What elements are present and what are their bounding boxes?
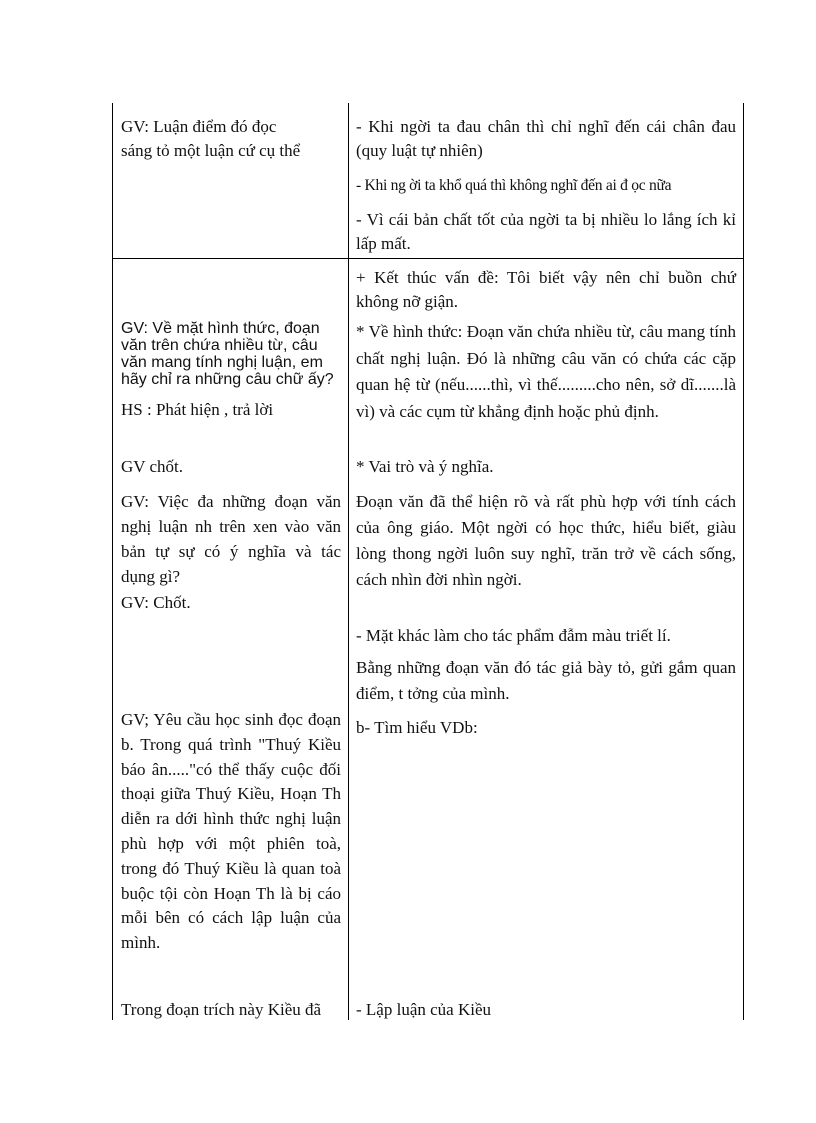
row2-left-gv-chot-2: GV: Chốt. xyxy=(121,593,191,612)
row1-left-line2: sáng tỏ một luận cứ cụ thể xyxy=(121,141,301,160)
row-divider-1 xyxy=(112,258,744,259)
row2-right-philosophy: - Mặt khác làm cho tác phẩm đẫm màu triết lí. xyxy=(356,626,671,645)
row2-right-conclusion: + Kết thúc vấn đề: Tôi biết vậy nên chỉ buồn chứ không nỡ giận. xyxy=(356,268,736,311)
row2-right-role-heading: * Vai trò và ý nghĩa. xyxy=(356,457,494,476)
row2-left-gv-chot: GV chốt. xyxy=(121,457,184,476)
row2-left-question-role: GV: Việc đa những đoạn văn nghị luận nh trên xen vào văn bản tự sự có ý nghĩa và tác dụng gì? xyxy=(121,492,341,586)
row2-left-question-form: GV: Về mặt hình thức, đoạn văn trên chứa nhiều từ, câu văn mang tính nghị luận, em hãy chỉ ra những câu chữ ấy? xyxy=(121,320,334,388)
row2-right-form: * Về hình thức: Đoạn văn chứa nhiều từ, câu mang tính chất nghị luận. Đó là những câu văn có chứa các cặp quan hệ từ (nếu......thì, vì thế.........cho nên, sở dĩ.......là vì) và các cụm từ khẳng định hoặc phủ định. xyxy=(356,322,736,421)
row1-right-para-c: - Vì cái bản chất tốt của ngời ta bị nhiều lo lắng ích kỉ lấp mất. xyxy=(356,210,736,253)
row2-right-role-body: Đoạn văn đã thể hiện rõ và rất phù hợp với tính cách của ông giáo. Một ngời có học thức, hiểu biết, giàu lòng thong ngời luôn suy nghĩ, trăn trở về cách sống, cách nhìn đời nhìn ngời. xyxy=(356,492,736,589)
table-left-border xyxy=(112,103,113,1020)
table-middle-border xyxy=(348,103,349,1020)
row1-right-para-b: - Khi ng ời ta khổ quá thì không nghĩ đến ai đ ọc nữa xyxy=(356,177,672,194)
row3-left-text: Trong đoạn trích này Kiều đã xyxy=(121,1000,322,1019)
row1-left-line1: GV: Luận điểm đó đọc xyxy=(121,117,277,136)
row3-right-text: - Lập luận của Kiều xyxy=(356,1000,491,1019)
table-right-border xyxy=(743,103,744,1020)
row2-left-hs-answer: HS : Phát hiện , trả lời xyxy=(121,400,274,419)
row1-right-para-a: - Khi ngời ta đau chân thì chỉ nghĩ đến cái chân đau (quy luật tự nhiên) xyxy=(356,117,736,160)
row1-left-cell xyxy=(121,115,341,163)
row2-left-question-dialogue: GV; Yêu cầu học sinh đọc đoạn b. Trong quá trình "Thuý Kiều báo ân....."có thể thấy cuộc đối thoại giữa Thuý Kiều, Hoạn Th diễn ra dới hình thức nghị luận phù hợp với một phiên toà, trong đó Thuý Kiều là quan toà buộc tội còn Hoạn Th là bị cáo mỗi bên có cách lập luận của mình. xyxy=(121,710,341,953)
row2-right-section-b: b- Tìm hiểu VDb: xyxy=(356,718,478,737)
row2-right-author-view: Bằng những đoạn văn đó tác giả bày tỏ, gửi gắm quan điểm, t tởng của mình. xyxy=(356,658,736,703)
